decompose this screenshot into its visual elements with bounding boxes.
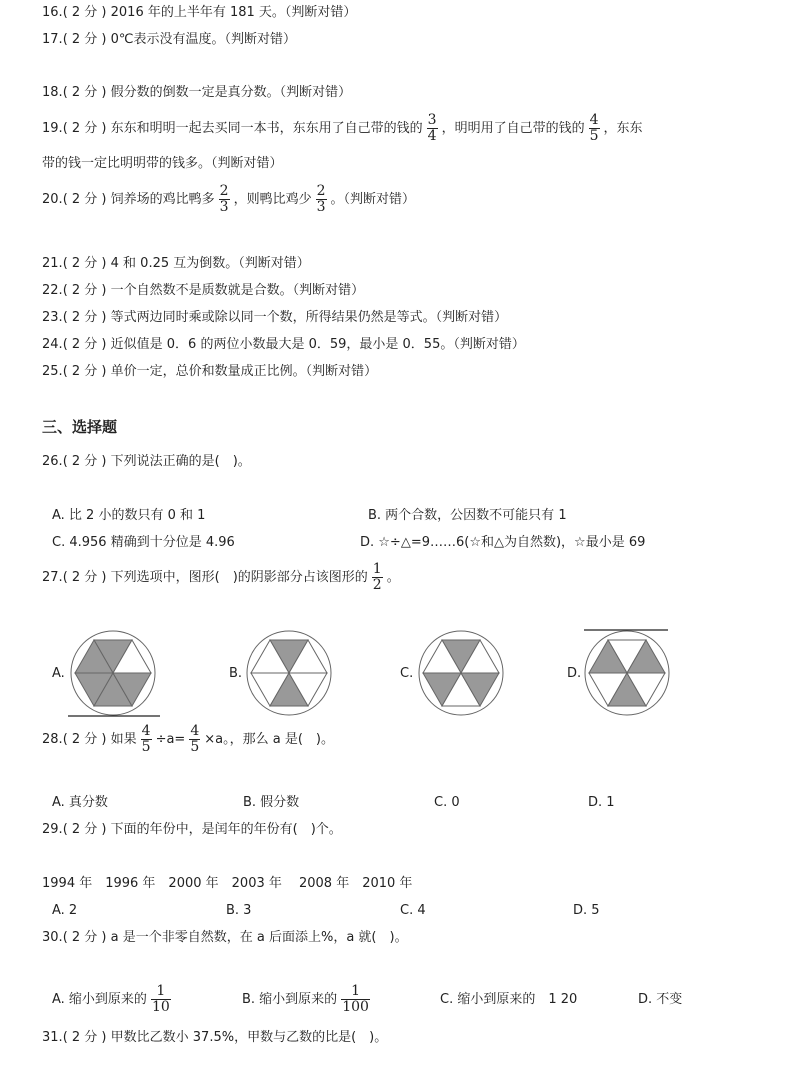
q28-option-c[interactable]: C. 0 (434, 795, 460, 810)
question-29: 29.( 2 分 ) 下面的年份中，是闰年的年份有( )个。 (42, 822, 342, 837)
fraction: $\frac{4}{5}$ (141, 723, 151, 755)
fraction: $\frac{3}{4}$ (427, 112, 437, 144)
question-25: 25.( 2 分 ) 单价一定，总价和数量成正比例。（判断对错） (42, 364, 378, 379)
q27-label-d[interactable]: D. (567, 666, 582, 681)
fraction: $\frac{2}{3}$ (316, 183, 326, 215)
q27-label-a[interactable]: A. (52, 666, 65, 681)
question-17: 17.( 2 分 ) 0℃表示没有温度。（判断对错） (42, 32, 297, 47)
q26-option-b[interactable]: B. 两个合数，公因数不可能只有 1 (368, 508, 567, 523)
question-21: 21.( 2 分 ) 4 和 0.25 互为倒数。（判断对错） (42, 256, 310, 271)
question-16: 16.( 2 分 ) 2016 年的上半年有 181 天。（判断对错） (42, 5, 357, 20)
q29-years: 1994 年 1996 年 2000 年 2003 年 2008 年 2010 年 (42, 876, 413, 891)
fraction: $\frac{2}{3}$ (219, 183, 229, 215)
q30-option-d[interactable]: D. 不变 (638, 992, 683, 1007)
question-23: 23.( 2 分 ) 等式两边同时乘或除以同一个数，所得结果仍然是等式。（判断对错） (42, 310, 508, 325)
fraction: $\frac{4}{5}$ (190, 723, 200, 755)
q27-figure-b[interactable] (244, 630, 336, 720)
q27-label-c[interactable]: C. (400, 666, 414, 681)
q29-option-c[interactable]: C. 4 (400, 903, 426, 918)
q28-option-a[interactable]: A. 真分数 (52, 795, 108, 810)
fraction: $\frac{1}{2}$ (372, 561, 382, 593)
question-19: 19.( 2 分 ) 东东和明明一起去买同一本书，东东用了自己带的钱的 $\frac{3}{4}$ ，明明用了自己带的钱的 $\frac{4}{5}$ ，东东 (42, 112, 643, 144)
q29-option-d[interactable]: D. 5 (573, 903, 600, 918)
fraction: $\frac{1}{10}$ (151, 983, 170, 1015)
q26-option-a[interactable]: A. 比 2 小的数只有 0 和 1 (52, 508, 206, 523)
question-26: 26.( 2 分 ) 下列说法正确的是( )。 (42, 454, 251, 469)
q30-option-b[interactable]: B. 缩小到原来的 $\frac{1}{100}$ (242, 983, 369, 1015)
q29-option-b[interactable]: B. 3 (226, 903, 252, 918)
q30-option-a[interactable]: A. 缩小到原来的 $\frac{1}{10}$ (52, 983, 170, 1015)
fraction: $\frac{1}{100}$ (342, 983, 369, 1015)
q28-option-d[interactable]: D. 1 (588, 795, 615, 810)
question-30: 30.( 2 分 ) a 是一个非零自然数，在 a 后面添上%，a 就( )。 (42, 930, 408, 945)
question-31: 31.( 2 分 ) 甲数比乙数小 37.5%，甲数与乙数的比是( )。 (42, 1030, 388, 1045)
fraction: $\frac{4}{5}$ (589, 112, 599, 144)
question-24: 24.( 2 分 ) 近似值是 0．6 的两位小数最大是 0．59，最小是 0．55。（判断对错） (42, 337, 525, 352)
question-27: 27.( 2 分 ) 下列选项中，图形( )的阴影部分占该图形的 $\frac{1}{2}$ 。 (42, 561, 400, 593)
q28-option-b[interactable]: B. 假分数 (243, 795, 300, 810)
question-20: 20.( 2 分 ) 饲养场的鸡比鸭多 $\frac{2}{3}$ ，则鸭比鸡少 $\frac{2}{3}$ 。（判断对错） (42, 183, 416, 215)
q27-figure-a[interactable] (68, 630, 160, 720)
q27-label-b[interactable]: B. (229, 666, 243, 681)
question-18: 18.( 2 分 ) 假分数的倒数一定是真分数。（判断对错） (42, 85, 352, 100)
q27-figure-d[interactable] (582, 626, 674, 718)
question-19-cont: 带的钱一定比明明带的钱多。（判断对错） (42, 156, 283, 171)
q26-option-d[interactable]: D. ☆÷△=9……6(☆和△为自然数)，☆最小是 69 (360, 535, 646, 550)
q27-figure-c[interactable] (416, 630, 508, 720)
q30-option-c[interactable]: C. 缩小到原来的 1 20 (440, 992, 578, 1007)
question-28: 28.( 2 分 ) 如果 $\frac{4}{5}$ ÷a= $\frac{4}{5}$ ×a。，那么 a 是( )。 (42, 723, 334, 755)
section-heading: 三、选择题 (42, 418, 118, 436)
q26-option-c[interactable]: C. 4.956 精确到十分位是 4.96 (52, 535, 235, 550)
question-22: 22.( 2 分 ) 一个自然数不是质数就是合数。（判断对错） (42, 283, 365, 298)
q29-option-a[interactable]: A. 2 (52, 903, 78, 918)
